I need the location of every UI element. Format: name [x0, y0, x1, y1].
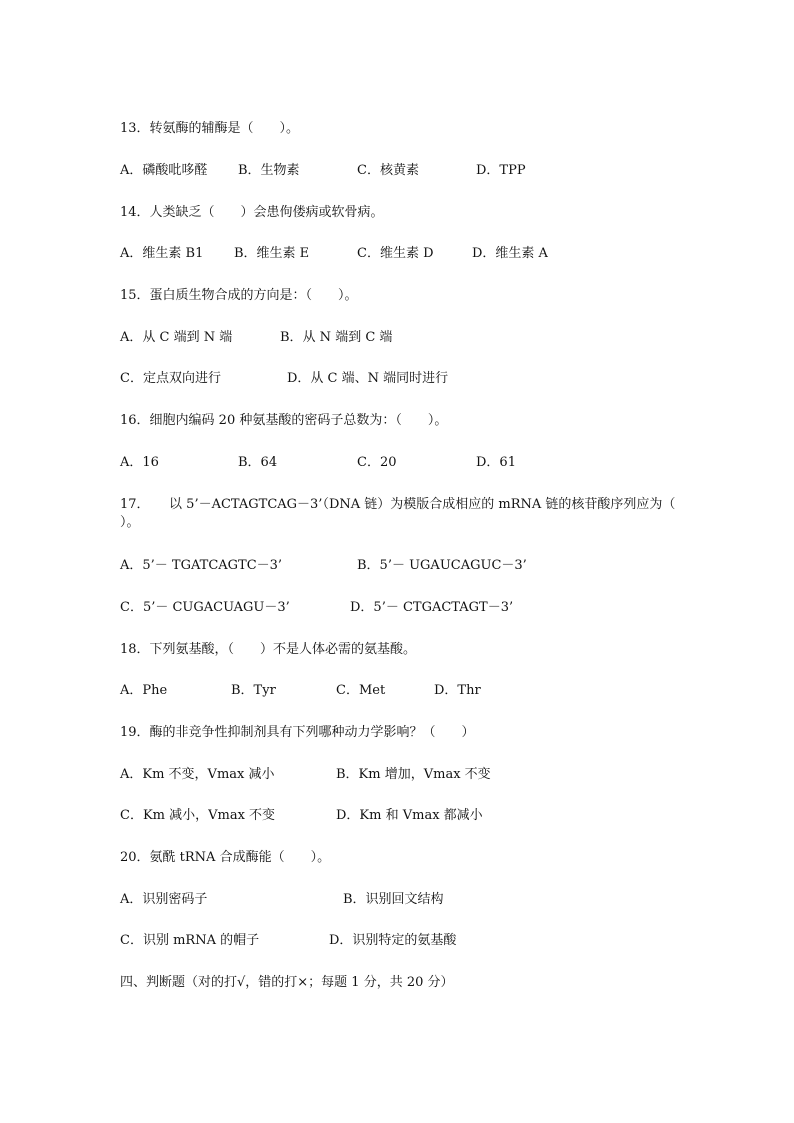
q18-option-b: B．Tyr	[231, 683, 276, 698]
question-17-stem-line1: 17． 以 5’－ACTAGTCAG－3’（DNA 链）为模版合成相应的 mRNA 链的核苷酸序列应为（	[120, 497, 676, 512]
question-17-stem-line2: ）。	[120, 515, 140, 530]
q18-option-c: C．Met	[336, 683, 386, 698]
question-14-stem: 14．人类缺乏（ ）会患佝偻病或软骨病。	[120, 205, 384, 220]
question-20-stem: 20．氨酰 tRNA 合成酶能（ ）。	[120, 850, 331, 865]
q17-option-a: A．5’－ TGATCAGTC－3’	[120, 558, 283, 573]
q20-option-d: D．识别特定的氨基酸	[329, 933, 457, 948]
q16-option-c: C．20	[357, 455, 397, 470]
q15-option-a: A．从 C 端到 N 端	[120, 330, 233, 345]
q15-option-d: D．从 C 端、N 端同时进行	[287, 371, 449, 386]
q13-option-c: C．核黄素	[357, 163, 419, 178]
q17-option-d: D．5’－ CTGACTAGT－3’	[350, 600, 514, 615]
q20-option-c: C．识别 mRNA 的帽子	[120, 933, 260, 948]
q14-option-b: B．维生素 E	[234, 246, 310, 261]
q18-option-d: D．Thr	[434, 683, 481, 698]
q15-option-c: C．定点双向进行	[120, 371, 221, 386]
q15-option-b: B．从 N 端到 C 端	[280, 330, 393, 345]
q20-option-a: A．识别密码子	[120, 892, 208, 907]
q13-option-d: D．TPP	[476, 163, 526, 178]
q17-option-c: C．5’－ CUGACUAGU－3’	[120, 600, 290, 615]
q13-option-b: B．生物素	[238, 163, 300, 178]
q17-option-b: B．5’－ UGAUCAGUC－3’	[357, 558, 527, 573]
question-13-stem: 13．转氨酶的辅酶是（ ）。	[120, 121, 300, 136]
question-18-stem: 18．下列氨基酸，（ ）不是人体必需的氨基酸。	[120, 642, 417, 657]
question-19-stem: 19．酶的非竞争性抑制剂具有下列哪种动力学影响？（ ）	[120, 725, 475, 740]
q16-option-d: D．61	[476, 455, 516, 470]
q14-option-d: D．维生素 A	[472, 246, 548, 261]
q14-option-a: A．维生素 B1	[120, 246, 204, 261]
section-heading-true-false: 四、判断题（对的打√，错的打×；每题 1 分，共 20 分）	[120, 975, 454, 990]
q19-option-b: B．Km 增加，Vmax 不变	[336, 767, 491, 782]
question-16-stem: 16．细胞内编码 20 种氨基酸的密码子总数为：（ ）。	[120, 413, 448, 428]
q14-option-c: C．维生素 D	[357, 246, 434, 261]
q20-option-b: B．识别回文结构	[343, 892, 444, 907]
q16-option-b: B．64	[238, 455, 278, 470]
q16-option-a: A．16	[120, 455, 159, 470]
q19-option-c: C．Km 减小，Vmax 不变	[120, 808, 276, 823]
q19-option-a: A．Km 不变，Vmax 减小	[120, 767, 275, 782]
q13-option-a: A．磷酸吡哆醛	[120, 163, 208, 178]
question-15-stem: 15．蛋白质生物合成的方向是：（ ）。	[120, 288, 358, 303]
q19-option-d: D．Km 和 Vmax 都减小	[336, 808, 483, 823]
q18-option-a: A．Phe	[120, 683, 168, 698]
